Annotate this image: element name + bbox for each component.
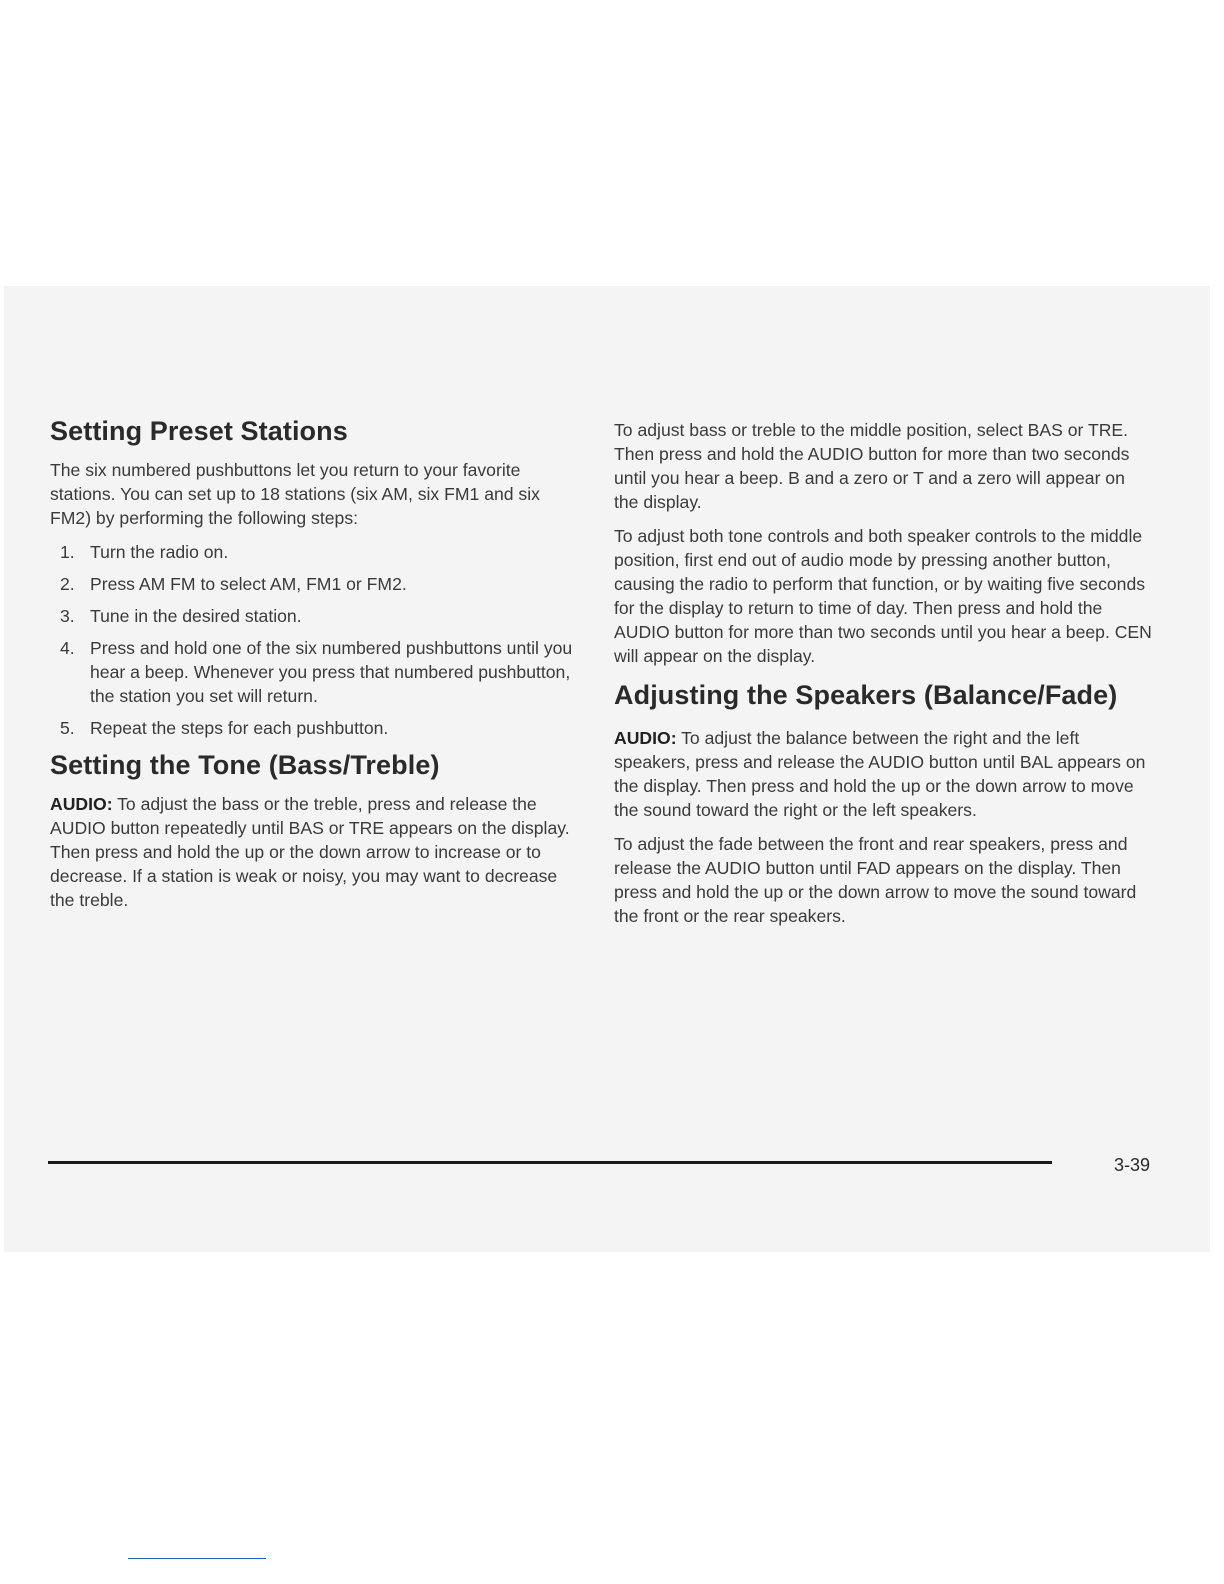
tone-body: To adjust the bass or the treble, press and release the AUDIO button repeatedly until BAS or TRE appears on the display. Then press and hold the up or the down arrow to increase or to decrease. If a station is weak or noisy, you may want to decrease the treble.: [50, 794, 570, 910]
list-item: [50, 636, 580, 708]
list-item: [50, 540, 580, 564]
heading-adjusting-speakers: Adjusting the Speakers (Balance/Fade): [614, 680, 1118, 710]
list-item: [50, 716, 580, 740]
middle-position-paragraph: To adjust bass or treble to the middle position, select BAS or TRE. Then press and hold the AUDIO button for more than two seconds until you hear a beep. B and a zero or T and a zero will appear on the display.: [614, 420, 1130, 512]
step-text: Turn the radio on.: [90, 542, 229, 562]
preset-steps-list: [50, 540, 580, 740]
step-text: Repeat the steps for each pushbutton.: [90, 718, 389, 738]
fade-paragraph: To adjust the fade between the front and rear speakers, press and release the AUDIO button until FAD appears on the display. Then press and hold the up or the down arrow to move the sound toward the front or the rear speakers.: [614, 834, 1137, 926]
footer-rule: [48, 1161, 1052, 1164]
both-controls-paragraph: To adjust both tone controls and both speaker controls to the middle position, first end out of audio mode by pressing another button, causing the radio to perform that function, or by waiting five seconds for the display to return to time of day. Then press and hold the AUDIO button for more than two seconds until you hear a beep. CEN will appear on the display.: [614, 526, 1152, 666]
step-text: Press and hold one of the six numbered pushbuttons until you hear a beep. Whenever you press that numbered pushbutton, the station you set will return.: [90, 638, 573, 706]
list-item: [50, 604, 580, 628]
balance-paragraph: [614, 726, 1154, 822]
audio-lead-label: AUDIO:: [50, 794, 113, 814]
tone-paragraph: [50, 792, 580, 912]
step-text: Press AM FM to select AM, FM1 or FM2.: [90, 574, 407, 594]
heading-setting-tone: Setting the Tone (Bass/Treble): [50, 750, 440, 780]
step-number: 4.: [60, 638, 75, 658]
page-number: 3-39: [1113, 1155, 1150, 1175]
balance-body: To adjust the balance between the right and the left speakers, press and release the AUDIO button until BAL appears on the display. Then press and hold the up or the down arrow to move the sound toward the right or the left speakers.: [614, 728, 1146, 820]
list-item: [50, 572, 580, 596]
right-column: [614, 418, 1154, 938]
left-column: [50, 414, 580, 922]
step-number: 1.: [60, 542, 75, 562]
step-number: 3.: [60, 606, 75, 626]
bottom-divider: [128, 1558, 266, 1559]
audio-lead-label: AUDIO:: [614, 728, 677, 748]
heading-preset-stations: Setting Preset Stations: [50, 416, 348, 446]
step-number: 2.: [60, 574, 75, 594]
preset-intro: The six numbered pushbuttons let you return to your favorite stations. You can set up to 18 stations (six AM, six FM1 and six FM2) by performing the following steps:: [50, 460, 540, 528]
step-text: Tune in the desired station.: [90, 606, 302, 626]
step-number: 5.: [60, 718, 75, 738]
